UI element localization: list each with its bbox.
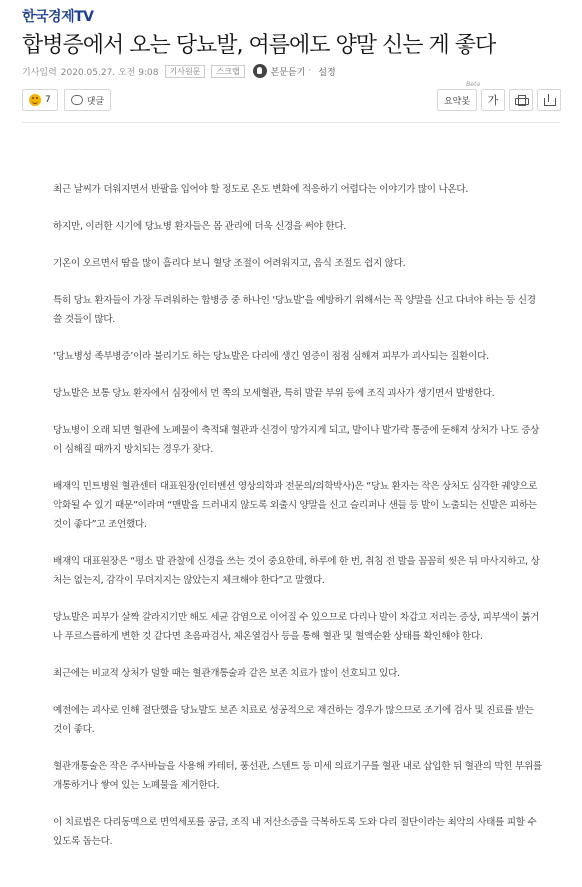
tts-button[interactable]: 본문듣기	[270, 67, 306, 78]
article-body	[53, 180, 543, 869]
article-meta	[22, 64, 336, 78]
font-size-button[interactable]	[481, 89, 505, 111]
emoji-count: 7	[45, 95, 51, 105]
share-icon	[543, 94, 555, 106]
article-paragraph: 예전에는 괴사로 인해 절단했을 당뇨발도 보존 치료로 성공적으로 재건하는 경우가 많으므로 조기에 검사 및 진료를 받는 것이 좋다.	[53, 705, 534, 735]
speech-bubble-icon	[71, 95, 83, 105]
share-button[interactable]	[537, 89, 561, 111]
header-divider	[22, 122, 560, 123]
article-paragraph: 당뇨병이 오래 되면 혈관에 노폐물이 축적돼 혈관과 신경이 망가지게 되고, 발이나 발가락 통증에 둔해져 상처가 나도 증상이 심해질 때까지 방치되는 경우가 잦다.	[53, 425, 540, 455]
article-paragraph: 당뇨발은 보통 당뇨 환자에서 심장에서 먼 쪽의 모세혈관, 특히 발끝 부위 등에 조직 괴사가 생기면서 발병한다.	[53, 388, 495, 399]
input-label: 기사입력	[22, 67, 57, 78]
press-logo[interactable]: 한국경제TV	[22, 9, 94, 25]
article-headline: 합병증에서 오는 당뇨발, 여름에도 양말 신는 게 좋다	[22, 33, 496, 58]
article-paragraph: ‘당뇨병성 족부병증’이라 불리기도 하는 당뇨발은 다리에 생긴 염증이 점점 심해져 피부가 괴사되는 질환이다.	[53, 351, 489, 362]
font-size-icon: 가	[487, 94, 499, 107]
headphones-icon[interactable]	[253, 64, 267, 78]
summary-bot-button[interactable]	[437, 81, 480, 111]
summary-bot-label: 요약봇	[443, 96, 471, 107]
article-paragraph: 배재익 대표원장은 “평소 발 관찰에 신경을 쓰는 것이 중요한데, 하루에 한 번, 취침 전 발을 꼼꼼히 씻은 뒤 마사지하고, 상처는 없는지, 감각이 무뎌지지는 않았는지 체크해야 한다”고 말했다.	[53, 556, 540, 586]
separator-dot: ·	[308, 66, 312, 76]
article-paragraph: 기온이 오르면서 땀을 많이 흘리다 보니 혈당 조절이 어려워지고, 음식 조절도 쉽지 않다.	[53, 258, 406, 269]
scrap-button[interactable]: 스크랩	[211, 65, 244, 78]
article-paragraph: 특히 당뇨 환자들이 가장 두려워하는 합병증 중 하나인 ‘당뇨발’을 예방하기 위해서는 꼭 양말을 신고 다녀야 하는 등 신경 쓸 것들이 많다.	[53, 295, 536, 325]
article-paragraph: 당뇨발은 피부가 살짝 갈라지기만 해도 세균 감염으로 이어질 수 있으므로 다리나 발이 차갑고 저리는 증상, 피부색이 붉거나 푸르스름하게 변한 것 같다면 초음파검사, 체온열검사 등을 통해 혈관 및 혈액순환 상태를 확인해야 한다.	[53, 612, 540, 642]
emoji-reaction-button[interactable]	[22, 89, 58, 111]
article-paragraph: 혈관개통술은 작은 주사바늘을 사용해 카테터, 풍선관, 스텐트 등 미세 의료기구를 혈관 내로 삽입한 뒤 혈관의 막힌 부위를 개통하거나 쌓여 있는 노폐물을 제거한다.	[53, 761, 542, 791]
original-article-link[interactable]: 기사원문	[165, 65, 206, 78]
print-icon	[515, 95, 527, 105]
article-paragraph: 최근에는 비교적 상처가 덜할 때는 혈관개통술과 같은 보존 치료가 많이 선호되고 있다.	[53, 668, 400, 679]
comment-label: 댓글	[86, 96, 105, 107]
tts-settings-button[interactable]: 설정	[318, 67, 336, 78]
article-datetime: 2020.05.27. 오전 9:08	[60, 67, 159, 78]
comment-button[interactable]	[64, 89, 111, 111]
smile-emoji-icon	[29, 94, 41, 106]
reaction-bar	[22, 89, 111, 111]
beta-badge: Beta	[466, 81, 480, 88]
article-paragraph: 배재익 민트병원 혈관센터 대표원장(인터벤션 영상의학과 전문의/의학박사)은 “당뇨 환자는 작은 상처도 심각한 궤양으로 악화될 수 있기 때문”이라며 “맨발을 드러내지 않도록 외출시 양말을 신고 슬리퍼나 샌들 등 발이 노출되는 신발은 피하는 것이 좋다”고 조언했다.	[53, 481, 538, 530]
article-paragraph: 최근 날씨가 더워지면서 반팔을 입어야 할 정도로 온도 변화에 적응하기 어렵다는 이야기가 많이 나온다.	[53, 184, 469, 195]
article-paragraph: 이 치료법은 다리동맥으로 면역세포를 공급, 조직 내 저산소증을 극복하도록 도와 다리 절단이라는 최악의 사태를 피할 수 있도록 돕는다.	[53, 817, 537, 847]
article-tools	[437, 81, 561, 111]
article-paragraph: 하지만, 이러한 시기에 당뇨병 환자들은 몸 관리에 더욱 신경을 써야 한다.	[53, 221, 347, 232]
print-button[interactable]	[509, 89, 533, 111]
